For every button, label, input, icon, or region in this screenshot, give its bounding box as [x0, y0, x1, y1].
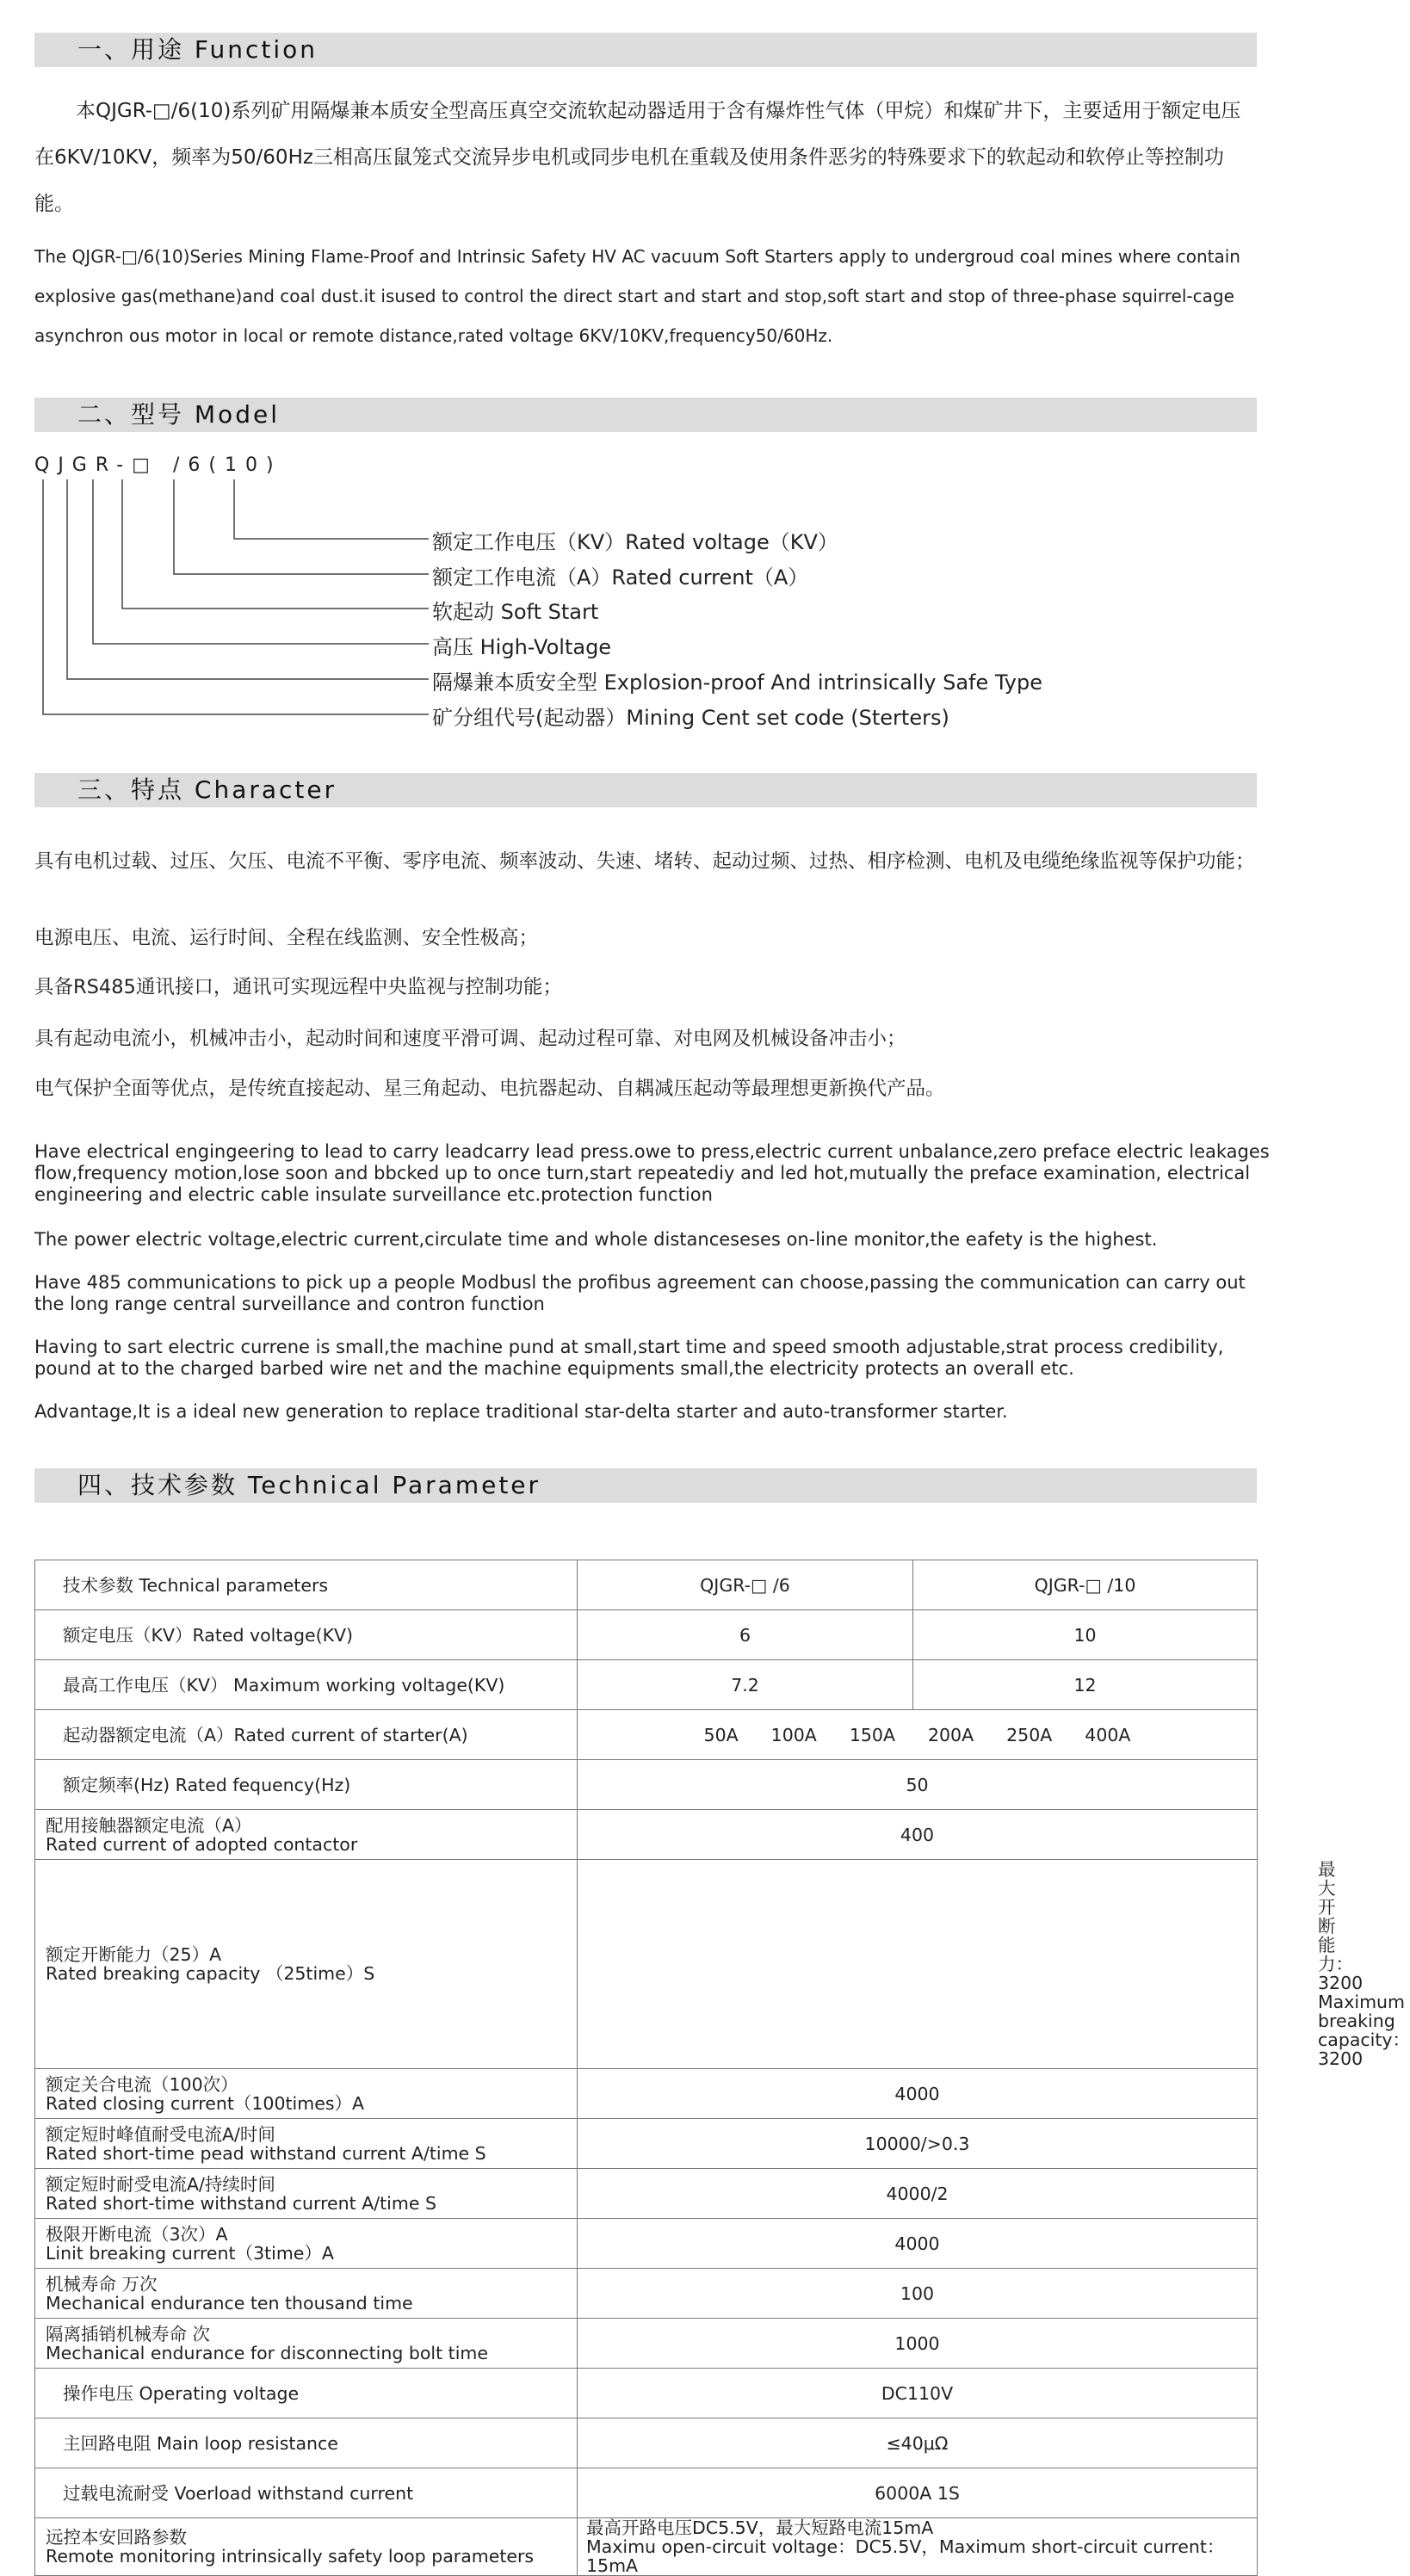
model-label-mining: 矿分组代号(起动器）Mining Cent set code (Sterters): [432, 706, 949, 730]
current-150a: 150A: [849, 1724, 895, 1745]
model-label-voltage: 额定工作电压（KV）Rated voltage（KV）: [432, 530, 838, 554]
row-label: 额定频率(Hz) Rated fequency(Hz): [35, 1760, 578, 1810]
model-connector-lines: [0, 0, 1291, 740]
table-row: [35, 1810, 1258, 1860]
table-row: [35, 2219, 1258, 2269]
character-en-1: Have electrical engingeering to lead to carry leadcarry lead press.owe to press,electric current unbalance,zero preface electric leakages flow,frequency motion,lose soon and bbcked up to once turn,start repeatediy and led hot,mutually the preface examination, electrical engineering and electric cable insulate surveillance etc.protection function: [34, 1141, 1270, 1205]
character-cn-1: 具有电机过载、过压、欠压、电流不平衡、零序电流、频率波动、失速、堵转、起动过频、过热、相序检测、电机及电缆绝缘监视等保护功能；: [34, 850, 1255, 873]
header-col10: QJGR-□ /10: [913, 1560, 1258, 1610]
model-line-current: [174, 479, 429, 574]
character-en-4: Having to sart electric currene is small,the machine pund at small,start time and speed smooth adjustable,strat process credibility, pound at to the charged barbed wire net and the machine equipments small,the electricity protects an overall etc.: [34, 1337, 1224, 1379]
row-label: 极限开断电流（3次）A Linit breaking current（3time）A: [35, 2219, 578, 2269]
row-value: 6: [578, 1610, 913, 1660]
row-label: 额定电压（KV）Rated voltage(KV): [35, 1610, 578, 1660]
row-label: 远控本安回路参数 Remote monitoring intrinsically safety loop parameters: [35, 2518, 578, 2576]
row-value: 12: [913, 1660, 1258, 1710]
row-value: 400: [578, 1810, 1258, 1860]
starter-current-values: [578, 1710, 1258, 1760]
table-row: [35, 2518, 1258, 2576]
table-row: [35, 1610, 1258, 1660]
row-value: 4000: [578, 2069, 1258, 2119]
current-50a: 50A: [703, 1724, 739, 1745]
table-row: [35, 1760, 1258, 1810]
row-value: 100: [578, 2269, 1258, 2319]
section-title-character: 三、特点 Character: [34, 773, 1257, 807]
model-line-explosion: [67, 479, 429, 679]
table-row: [35, 2468, 1258, 2518]
row-value: 4000/2: [578, 2169, 1258, 2219]
table-row: [35, 2369, 1258, 2418]
row-value: 最大开断能力：3200 Maximum breaking capacity：3200: [578, 1860, 1258, 2069]
row-label: 起动器额定电流（A）Rated current of starter(A): [35, 1710, 578, 1760]
model-label-current: 额定工作电流（A）Rated current（A）: [432, 565, 809, 590]
character-en-5: Advantage,It is a ideal new generation to replace traditional star-delta starter and auto-transformer starter.: [34, 1401, 1008, 1422]
row-label: 额定短时耐受电流A/持续时间 Rated short-time withstand current A/time S: [35, 2169, 578, 2219]
header-label: 技术参数 Technical parameters: [35, 1560, 578, 1610]
table-row: [35, 2069, 1258, 2119]
current-100a: 100A: [770, 1724, 817, 1745]
technical-parameter-table: [34, 1560, 1410, 2576]
row-value: 6000A 1S: [578, 2468, 1258, 2518]
row-value: DC110V: [578, 2369, 1258, 2418]
character-cn-5: 电气保护全面等优点，是传统直接起动、星三角起动、电抗器起动、自耦减压起动等最理想更新换代产品。: [34, 1078, 945, 1100]
row-value: 50: [578, 1760, 1258, 1810]
function-text-en: The QJGR-□/6(10)Series Mining Flame-Proof and Intrinsic Safety HV AC vacuum Soft Starters apply to undergroud coal mines where contain explosive gas(methane)and coal dust.it isused to control the direct start and start and stop,soft start and stop of three-phase squirrel-cage asynchron ous motor in local or remote distance,rated voltage 6KV/10KV,frequency50/60Hz.: [34, 246, 1240, 346]
row-value: 10: [913, 1610, 1258, 1660]
character-en-2: The power electric voltage,electric current,circulate time and whole distanceseses on-line monitor,the eafety is the highest.: [34, 1229, 1158, 1250]
row-label: 额定开断能力（25）A Rated breaking capacity （25time）S: [35, 1860, 578, 2069]
row-label: 隔离插销机械寿命 次 Mechanical endurance for disconnecting bolt time: [35, 2319, 578, 2369]
character-en-3: Have 485 communications to pick up a people Modbusl the profibus agreement can choose,passing the communication can carry out the long range central surveillance and contron function: [34, 1272, 1246, 1314]
row-value: 7.2: [578, 1660, 913, 1710]
row-label: 操作电压 Operating voltage: [35, 2369, 578, 2418]
character-cn-4: 具有起动电流小，机械冲击小，起动时间和速度平滑可调、起动过程可靠、对电网及机械设备冲击小；: [34, 1028, 906, 1050]
row-value: 4000: [578, 2219, 1258, 2269]
header-col6: QJGR-□ /6: [578, 1560, 913, 1610]
model-label-softstart: 软起动 Soft Start: [432, 600, 599, 624]
row-label: 最高工作电压（KV） Maximum working voltage(KV): [35, 1660, 578, 1710]
section-title-model: 二、型号 Model: [34, 398, 1257, 432]
table-row: [35, 2319, 1258, 2369]
row-label: 主回路电阻 Main loop resistance: [35, 2418, 578, 2468]
row-label: 额定短时峰值耐受电流A/时间 Rated short-time pead withstand current A/time S: [35, 2119, 578, 2169]
table-row: [35, 2119, 1258, 2169]
section-title-technical: 四、技术参数 Technical Parameter: [34, 1468, 1257, 1503]
character-cn-3: 具备RS485通讯接口，通讯可实现远程中央监视与控制功能；: [34, 976, 562, 998]
row-value: 最高开路电压DC5.5V，最大短路电流15mA Maximu open-circuit voltage：DC5.5V，Maximum short-circuit current：15mA: [578, 2518, 1258, 2576]
current-250a: 250A: [1006, 1724, 1053, 1745]
row-value: 10000/>0.3: [578, 2119, 1258, 2169]
table-row: [35, 1660, 1258, 1710]
current-400a: 400A: [1085, 1724, 1131, 1745]
row-label: 过载电流耐受 Voerload withstand current: [35, 2468, 578, 2518]
function-text-cn: 本QJGR-□/6(10)系列矿用隔爆兼本质安全型高压真空交流软起动器适用于含有爆炸性气体（甲烷）和煤矿井下，主要适用于额定电压在6KV/10KV，频率为50/60Hz三相高压鼠笼式交流异步电机或同步电机在重载及使用条件恶劣的特殊要求下的软起动和软停止等控制功能。: [34, 100, 1241, 215]
table-row: [35, 2169, 1258, 2219]
character-cn-2: 电源电压、电流、运行时间、全程在线监测、安全性极高；: [34, 927, 539, 949]
model-code: QJGR-□ /6(10): [34, 454, 282, 476]
table-row: [35, 1860, 1258, 2069]
table-row: [35, 1560, 1258, 1610]
model-label-explosion: 隔爆兼本质安全型 Explosion-proof And intrinsically Safe Type: [432, 670, 1043, 695]
table-row: [35, 1710, 1258, 1760]
current-200a: 200A: [927, 1724, 974, 1745]
model-line-softstart: [122, 479, 429, 608]
row-value: ≤40μΩ: [578, 2418, 1258, 2468]
table-row: [35, 2269, 1258, 2319]
model-line-voltage: [234, 479, 429, 539]
table-row: [35, 2418, 1258, 2468]
model-label-highvoltage: 高压 High-Voltage: [432, 635, 612, 659]
model-line-highvoltage: [93, 479, 429, 644]
row-label: 机械寿命 万次 Mechanical endurance ten thousand time: [35, 2269, 578, 2319]
row-label: 额定关合电流（100次） Rated closing current（100times）A: [35, 2069, 578, 2119]
row-value: 1000: [578, 2319, 1258, 2369]
section-title-function: 一、用途 Function: [34, 33, 1257, 67]
row-label: 配用接触器额定电流（A） Rated current of adopted contactor: [35, 1810, 578, 1860]
